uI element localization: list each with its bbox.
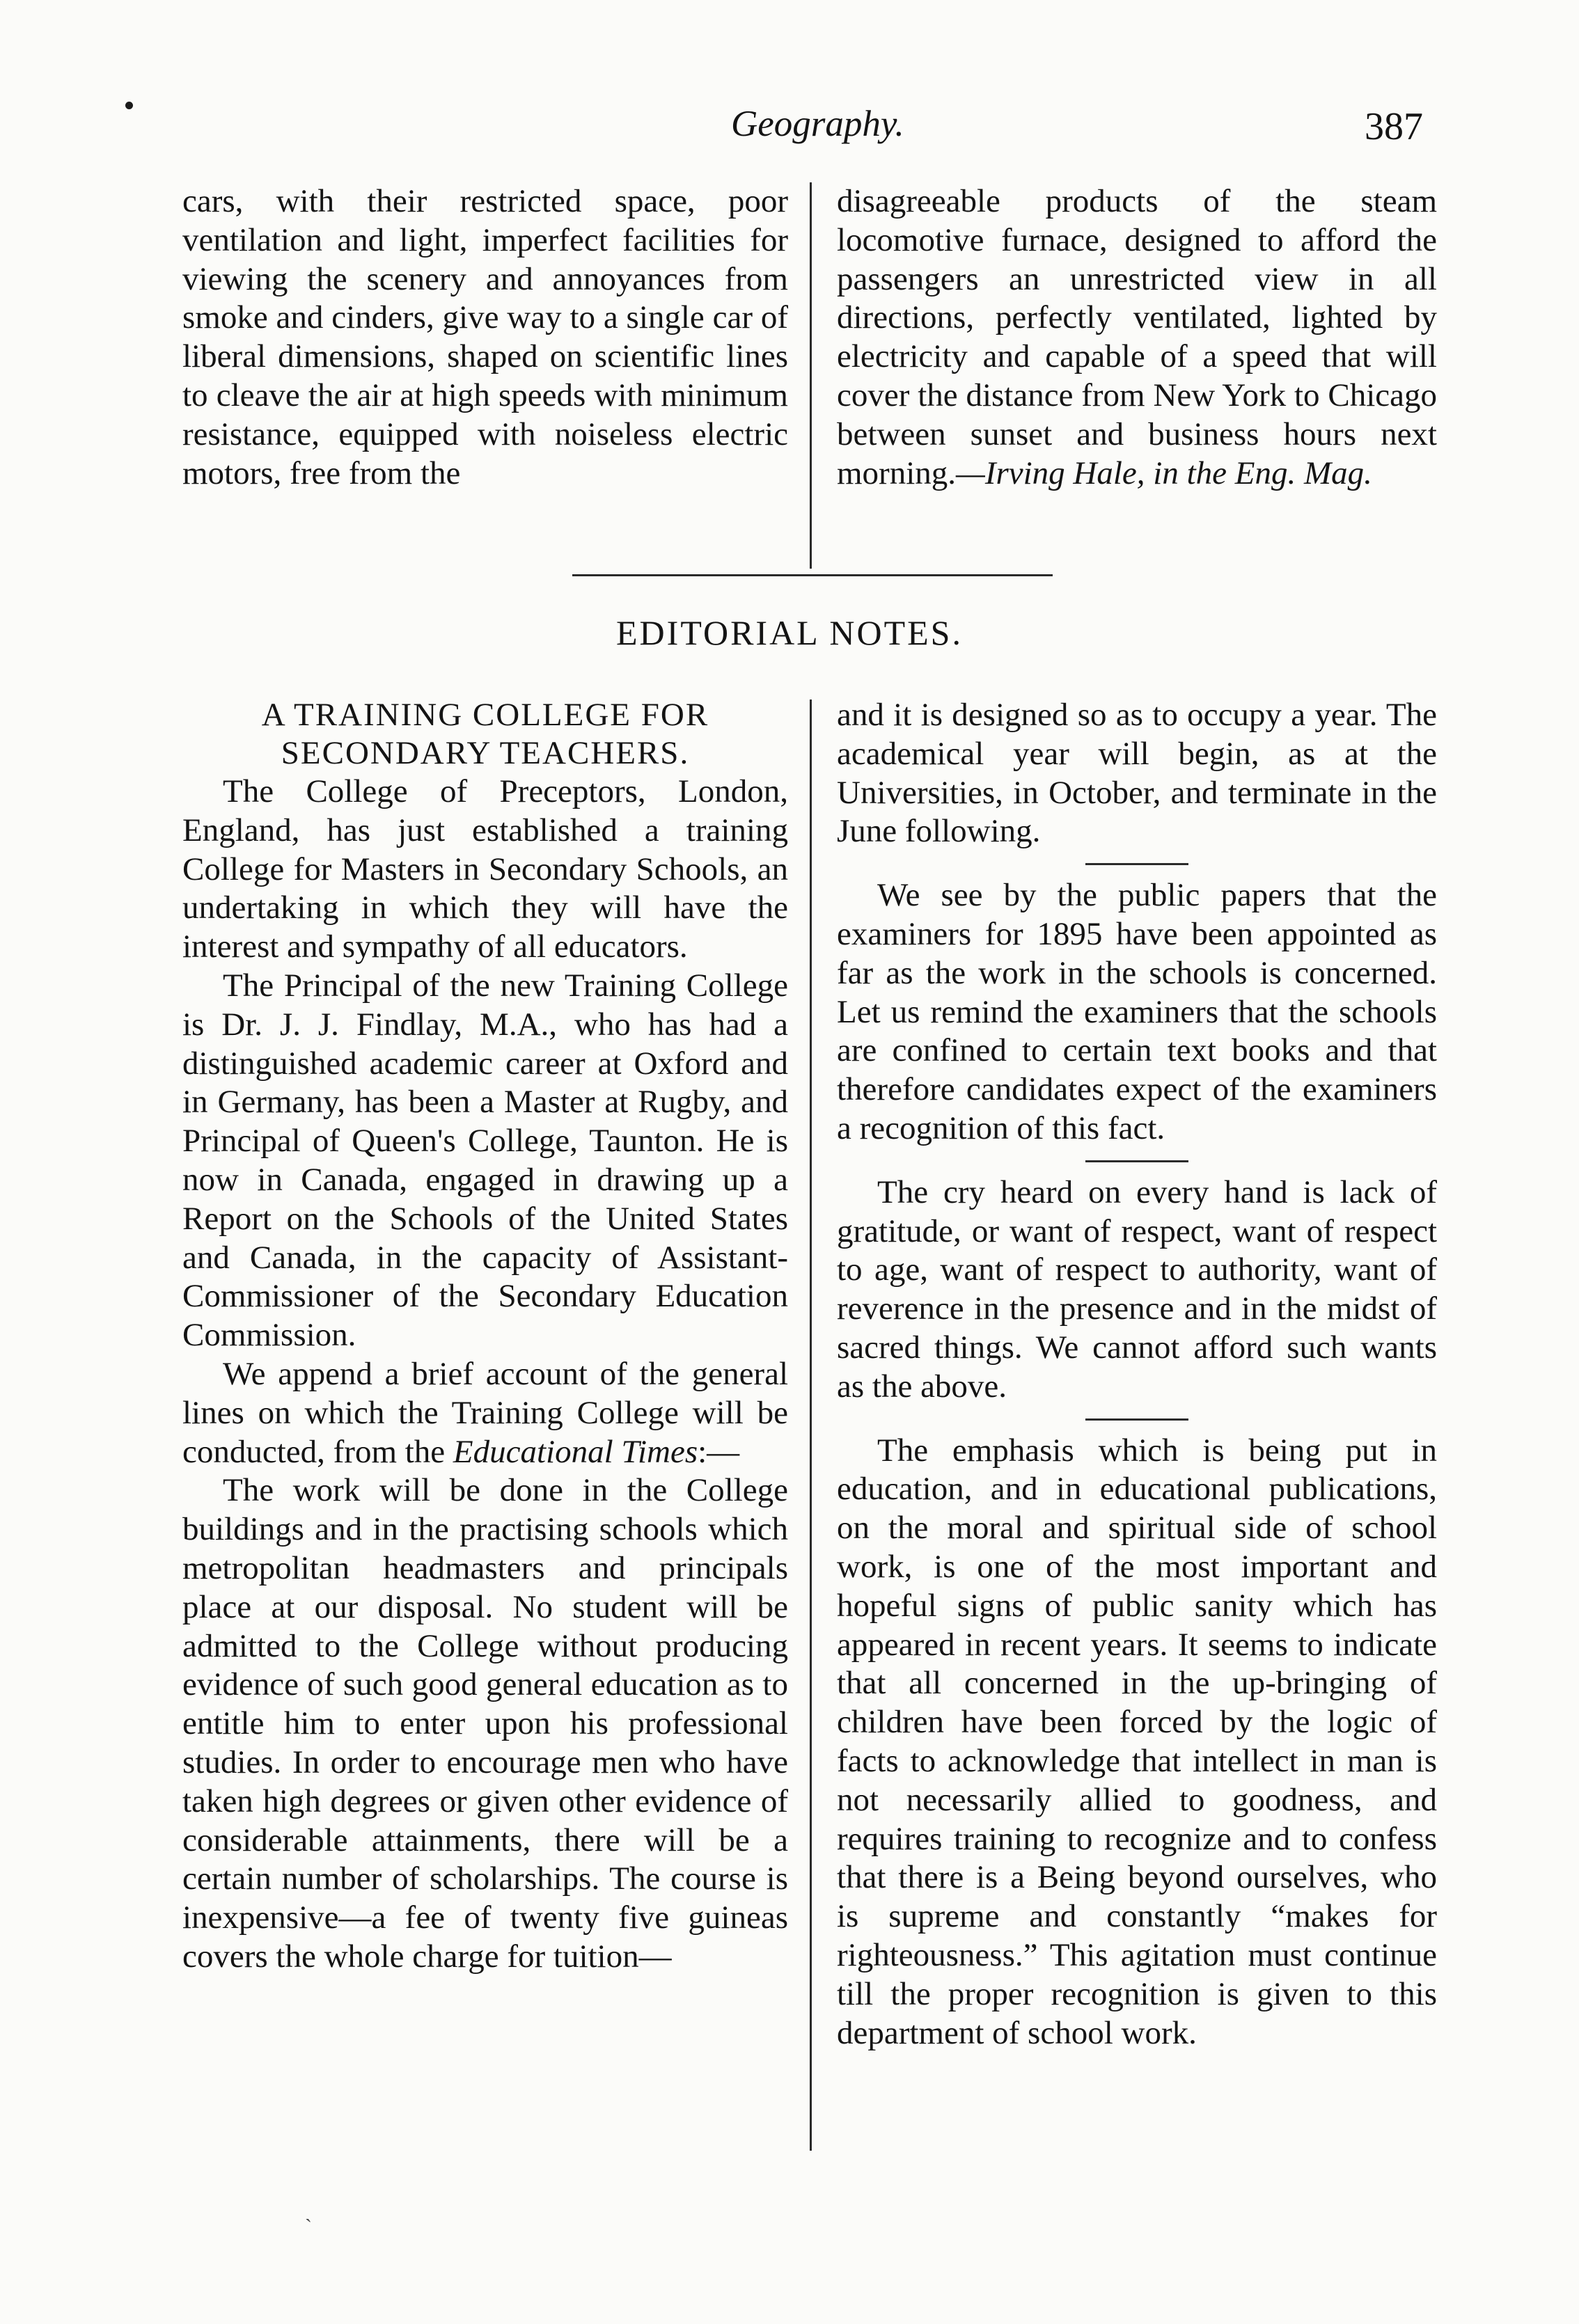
bottom-right-column <box>837 696 1437 2053</box>
continued-paragraph-end <box>837 182 1437 493</box>
note-paragraph-3: The emphasis which is being put in education, and in educational publications, on the moral and spiritual side of school work, is one of the most important and hopeful signs of public sanity which has appeared in recent years. It seems to indicate that all concerned in the up-bringing of children have been forced by the logic of facts to acknowledge that intellect in man is not necessarily allied to goodness, and requires training to recognize and to confess that there is a Being beyond ourselves, who is supreme and constantly “makes for righteousness.” This agitation must continue till the proper recognition is given to this department of school work. <box>837 1432 1437 2051</box>
note-separator <box>1085 1418 1188 1421</box>
paragraph-punctuation: :— <box>698 1433 740 1470</box>
note-paragraph-2: The cry heard on every hand is lack of gratitude, or want of respect, want of respect to age, want of respect to authority, want of reverence in the presence and in the midst of sacred things. We cannot afford such wants as the above. <box>837 1173 1437 1405</box>
article-paragraph-2: The Principal of the new Training College is Dr. J. J. Findlay, M.A., who has had a distinguished academic career at Oxford and in Germany, has been a Master at Rugby, and Principal of Queen's College, Taunton. He is now in Canada, engaged in drawing up a Report on the Schools of the United States and Canada, in the capacity of Assistant-Commissioner of the Secondary Education Commission. <box>182 967 788 1354</box>
note-separator <box>1085 1160 1188 1162</box>
running-head: Geography. <box>731 104 904 144</box>
paragraph-text: disagreeable products of the steam locomotive furnace, designed to afford the passengers an unrestricted view in all directions, perfectly ventilated, lighted by electricity and capable of a speed that will cover the distance from New York to Chicago between sunset and business hours next morning. <box>837 183 1437 491</box>
ink-mark: ˏ <box>305 2199 312 2222</box>
column-divider-bottom <box>810 699 812 2151</box>
top-left-column <box>182 182 788 493</box>
article-paragraph-4: The work will be done in the College buildings and in the practising schools which metropolitan headmasters and principals place at our disposal. No student will be admitted to the College without producing evidence of such good general education as to entitle him to enter upon his professional studies. In order to encourage men who have taken high degrees or given other evidence of considerable attainments, there will be a certain number of scholarships. The course is inexpensive—a fee of twenty five guineas covers the whole charge for tuition— <box>182 1472 788 1975</box>
column-divider-top <box>810 182 812 569</box>
source-attribution: —Irving Hale, in the Eng. Mag. <box>956 454 1372 491</box>
article-paragraph-5: and it is designed so as to occupy a year. The academical year will begin, as at the Universities, in October, and terminate in the June following. <box>837 697 1437 850</box>
bottom-left-column <box>182 696 788 1977</box>
section-rule <box>572 574 1053 576</box>
note-separator <box>1085 863 1188 865</box>
article-title-line-1: A TRAINING COLLEGE FOR <box>261 697 709 733</box>
top-right-column <box>837 182 1437 493</box>
article-paragraph-3 <box>182 1355 788 1471</box>
paragraph-text: We append a brief account of the general lines on which the Training College will be conducted, from the <box>182 1355 788 1470</box>
note-paragraph-1: We see by the public papers that the examiners for 1895 have been appointed as far as the work in the schools is concerned. Let us remind the examiners that the schools are confined to certain text books and that therefore candidates expect of the examiners a recognition of this fact. <box>837 877 1437 1146</box>
ink-speck <box>125 102 133 109</box>
continued-paragraph: cars, with their restricted space, poor ventilation and light, imperfect facilities for viewing the scenery and annoyances from smoke and cinders, give way to a single car of liberal dimensions, shaped on scientific lines to cleave the air at high speeds with minimum resistance, equipped with noiseless electric motors, free from the <box>182 183 788 491</box>
article-title-line-2: SECONDARY TEACHERS. <box>281 735 690 771</box>
section-title: EDITORIAL NOTES. <box>616 613 963 652</box>
article-title <box>182 696 788 773</box>
page-number: 387 <box>1365 105 1423 148</box>
article-paragraph-1: The College of Preceptors, London, England, has just established a training College for Masters in Secondary Schools, an undertaking in which they will have the interest and sympathy of all educators. <box>182 773 788 965</box>
source-title: Educational Times <box>453 1433 698 1470</box>
